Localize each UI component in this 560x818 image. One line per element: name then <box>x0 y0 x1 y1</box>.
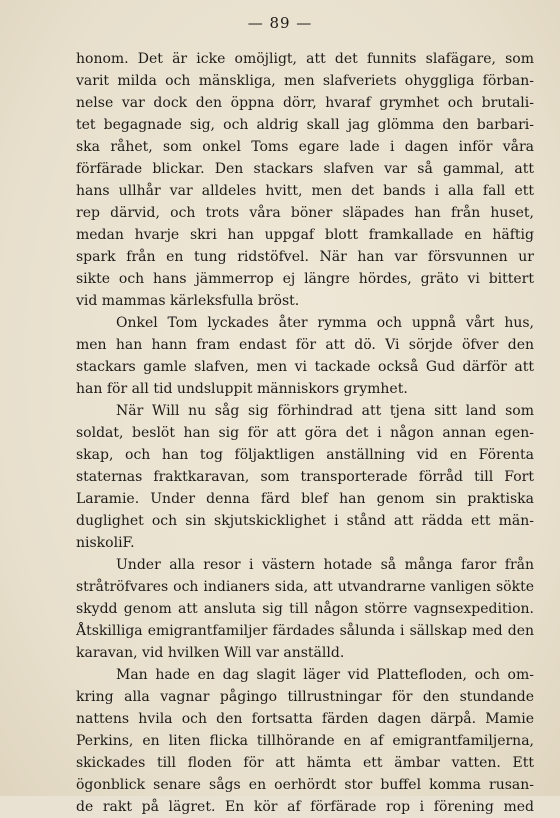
text-line: soldat, beslöt han sig för att göra det i någon annan egen- <box>76 425 534 441</box>
text-line: rep därvid, och trots våra böner släpades han från huset, <box>76 205 534 221</box>
text-line: han för all tid undsluppit människors grymhet. <box>76 381 408 397</box>
text-line: förfärade blickar. Den stackars slafven var så gammal, att <box>76 161 534 177</box>
text-line: Perkins, en liten flicka tillhörande en af emigrantfamiljerna, <box>76 733 534 749</box>
text-line: Laramie. Under denna färd blef han genom sin praktiska <box>76 491 534 507</box>
text-line: skydd genom att ansluta sig till någon större vagnsexpedition. <box>76 601 534 617</box>
text-line: tet begagnade sig, och aldrig skall jag glömma den barbari- <box>76 117 534 133</box>
text-line: de rakt på lägret. En kör af förfärade rop i förening med <box>76 799 534 815</box>
text-line: Onkel Tom lyckades åter rymma och uppnå vårt hus, <box>116 315 534 331</box>
text-line: sikte och hans jämmerrop ej längre hördes, gräto vi bittert <box>76 271 534 287</box>
text-line: Åtskilliga emigrantfamiljer färdades sålunda i sällskap med den <box>76 623 534 639</box>
text-line: staternas fraktkaravan, som transporterade förråd till Fort <box>76 469 534 485</box>
text-line: ska råhet, som onkel Toms egare lade i dagen inför våra <box>76 139 534 155</box>
text-line: karavan, vid hvilken Will var anställd. <box>76 645 345 661</box>
page-number: — 89 — <box>247 14 313 32</box>
text-line: När Will nu såg sig förhindrad att tjena sitt land som <box>116 403 534 419</box>
text-line: skap, och han tog följaktligen anställning vid en Förenta <box>76 447 534 463</box>
text-line: kring alla vagnar pågingo tillrustningar för den stundande <box>76 689 534 705</box>
text-line: medan hvarje skri han uppgaf blott framkallade en häftig <box>76 227 534 243</box>
text-line: duglighet och sin skjutskicklighet i stånd att rädda ett män- <box>76 513 534 529</box>
text-line: niskoliF. <box>76 535 135 551</box>
text-line: vid mammas kärleksfulla bröst. <box>76 293 300 309</box>
text-line: varit milda och mänskliga, men slafveriets ohyggliga förban- <box>76 73 534 89</box>
text-line: nattens hvila och den fortsatta färden dagen därpå. Mamie <box>76 711 534 727</box>
text-line: stackars gamle slafven, men vi tackade också Gud därför att <box>76 359 534 375</box>
text-line: nelse var dock den öppna dörr, hvaraf grymhet och brutali- <box>76 95 534 111</box>
text-line: skickades till floden för att hämta ett ämbar vatten. Ett <box>76 755 534 771</box>
text-line: honom. Det är icke omöjligt, att det funnits slafägare, som <box>76 51 534 67</box>
text-line: stråtröfvares och indianers sida, att utvandrarne vanligen sökte <box>76 579 534 595</box>
text-line: hans ullhår var alldeles hvitt, men det bands i alla fall ett <box>76 183 534 199</box>
text-line: Man hade en dag slagit läger vid Plattefloden, och om- <box>116 667 534 683</box>
text-line: ögonblick senare sågs en oerhördt stor buffel komma rusan- <box>76 777 534 793</box>
body-text <box>76 48 534 818</box>
text-line: men han hann fram endast för att dö. Vi sörjde öfver den <box>76 337 534 353</box>
text-line: Under alla resor i västern hotade så många faror från <box>116 557 534 573</box>
text-line: spark från en tung ridstöfvel. När han var försvunnen ur <box>76 249 534 265</box>
